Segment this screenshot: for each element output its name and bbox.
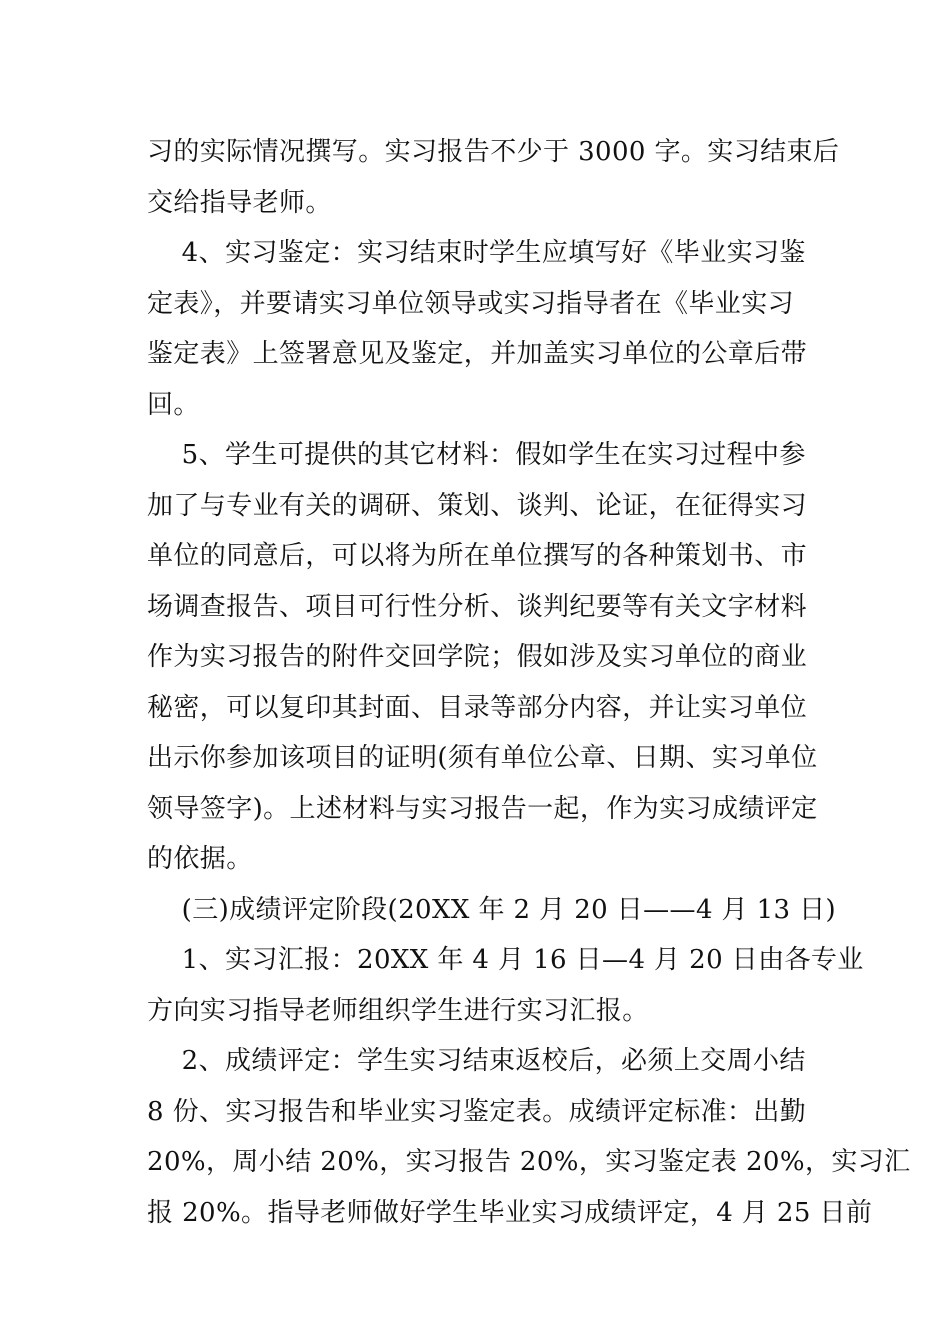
text-line: 加了与专业有关的调研、策划、谈判、论证，在征得实习 (147, 490, 808, 521)
text-line: 场调查报告、项目可行性分析、谈判纪要等有关文字材料 (147, 591, 808, 622)
text-line: 单位的同意后，可以将为所在单位撰写的各种策划书、市 (147, 541, 808, 571)
text-line: 回。 (147, 389, 200, 420)
text-line: 定表》，并要请实习单位领导或实习指导者在《毕业实习 (147, 288, 795, 319)
text-line: 8 份、实习报告和毕业实习鉴定表。成绩评定标准：出勤 (147, 1096, 807, 1127)
text-line: 20%，周小结 20%，实习报告 20%，实习鉴定表 20%，实习汇 (147, 1147, 911, 1177)
section-heading: (三)成绩评定阶段(20XX 年 2 月 20 日——4 月 13 日) (147, 894, 837, 925)
text-line: 5、学生可提供的其它材料：假如学生在实习过程中参 (147, 440, 806, 470)
text-line: 鉴定表》上签署意见及鉴定，并加盖实习单位的公章后带 (147, 339, 808, 369)
text-line: 方向实习指导老师组织学生进行实习汇报。 (147, 995, 649, 1026)
text-line: 作为实习报告的附件交回学院；假如涉及实习单位的商业 (147, 642, 808, 672)
text-line: 4、实习鉴定：实习结束时学生应填写好《毕业实习鉴 (147, 238, 806, 268)
text-line: 出示你参加该项目的证明(须有单位公章、日期、实习单位 (147, 743, 818, 773)
text-line: 的依据。 (147, 844, 253, 874)
text-line: 习的实际情况撰写。实习报告不少于 3000 字。实习结束后 (147, 137, 840, 167)
text-line: 领导签字)。上述材料与实习报告一起，作为实习成绩评定 (147, 793, 818, 824)
text-line: 秘密，可以复印其封面、目录等部分内容，并让实习单位 (147, 692, 808, 723)
text-line: 2、成绩评定：学生实习结束返校后，必须上交周小结 (147, 1046, 806, 1076)
text-line: 报 20%。指导老师做好学生毕业实习成绩评定，4 月 25 日前 (147, 1197, 873, 1228)
text-line: 1、实习汇报：20XX 年 4 月 16 日—4 月 20 日由各专业 (147, 945, 864, 975)
text-line: 交给指导老师。 (147, 187, 332, 218)
